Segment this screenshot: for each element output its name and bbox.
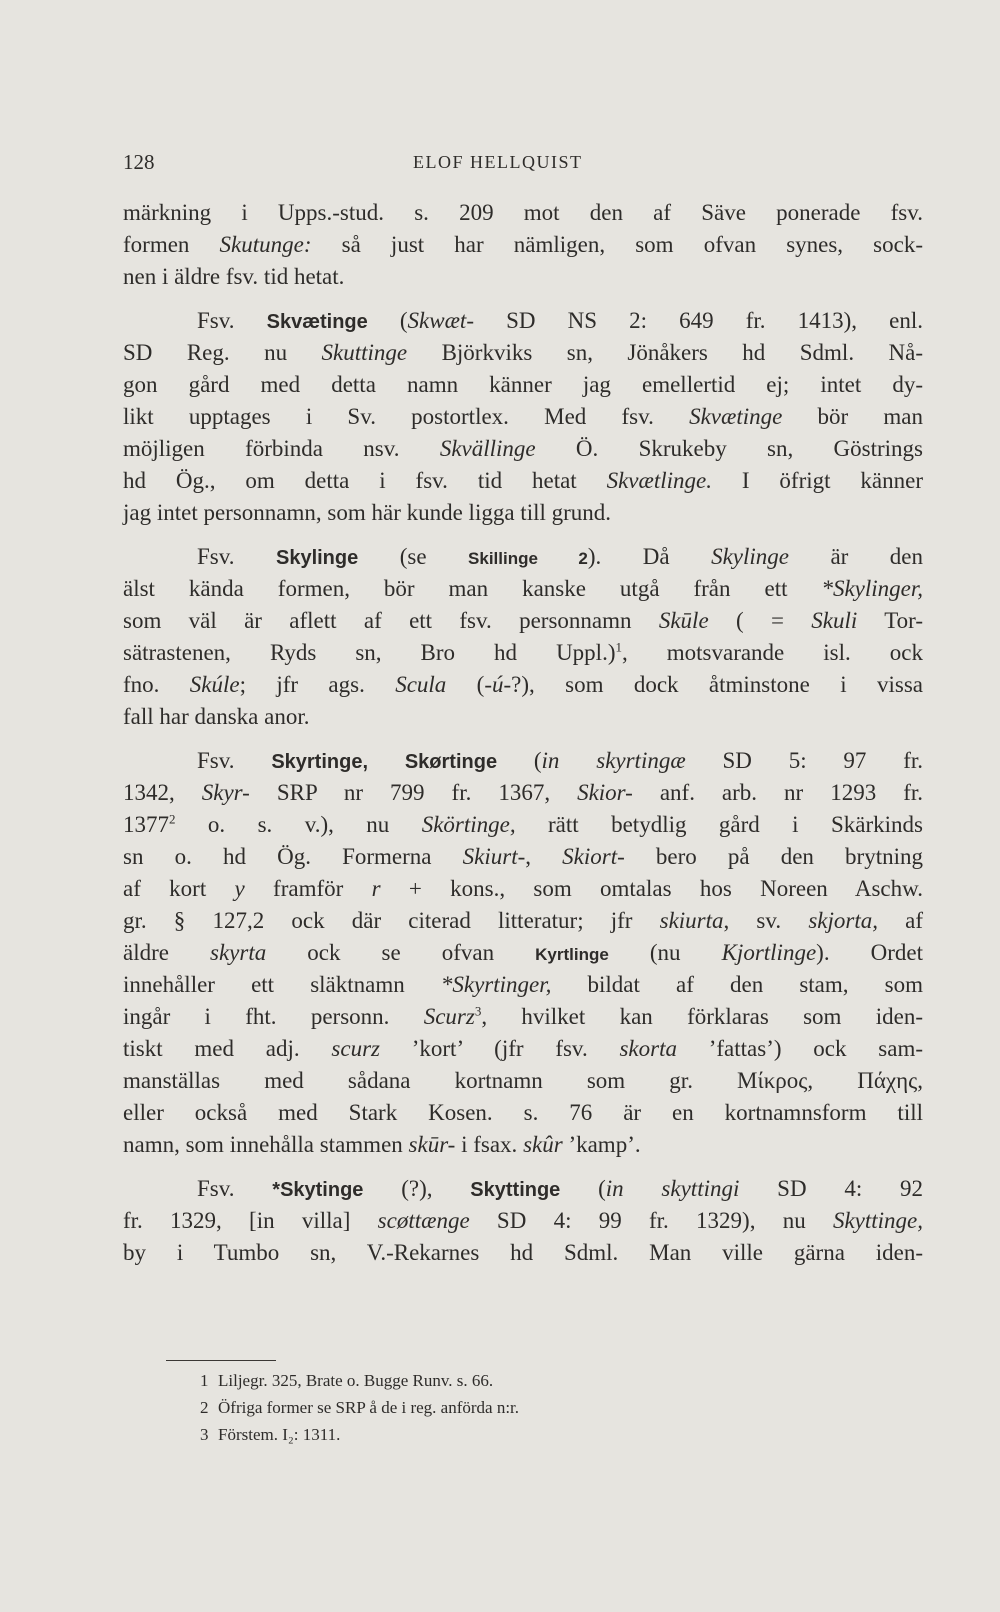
footnote: 3 Förstem. I₂: 1311. xyxy=(200,1425,341,1444)
text-line: gr. § 127,2 ock där citerad litteratur; jfr skiurta, sv. skjorta, af xyxy=(123,908,923,933)
footnote: 1 Liljegr. 325, Brate o. Bugge Runv. s. 66. xyxy=(200,1371,494,1390)
footnote: 2 Öfriga former se SRP å de i reg. anförda n:r. xyxy=(200,1398,520,1417)
body-text xyxy=(123,197,923,1269)
text-line: innehåller ett släktnamn *Skyrtinger, bildat af den stam, som xyxy=(123,972,923,997)
text-line: fall har danska anor. xyxy=(123,704,310,729)
text-line: älst kända formen, bör man kanske utgå från ett *Skylinger, xyxy=(123,576,923,601)
paragraph-1 xyxy=(123,197,923,293)
text-line: sätrastenen, Ryds sn, Bro hd Uppl.)$^1$, motsvarande isl. ock xyxy=(123,639,923,665)
running-title: ELOF HELLQUIST xyxy=(413,152,583,172)
entry-skyrtinge xyxy=(123,745,923,1161)
text-line: sn o. hd Ög. Formerna Skiurt-, Skiort- bero på den brytning xyxy=(123,844,923,869)
text-line: formen Skutunge: så just har nämligen, som ofvan synes, sock- xyxy=(123,232,923,257)
footnote-marker: 1 xyxy=(615,639,622,655)
headword: Skyttinge xyxy=(470,1179,561,1201)
entry-skyttinge xyxy=(123,1173,923,1269)
text-line: märkning i Upps.-stud. s. 209 mot den af Säve ponerade fsv. xyxy=(123,200,923,225)
entry-skylinge xyxy=(123,541,923,733)
text-line: ingår i fht. personn. Scurz$^3$, hvilket kan förklaras som iden- xyxy=(123,1003,924,1029)
cross-reference: Skillinge 2 xyxy=(468,549,588,568)
text-line: fno. Skúle; jfr ags. Scula (-ú-?), som dock åtminstone i vissa xyxy=(123,672,923,697)
entry-skvaetinge xyxy=(123,305,923,529)
footnotes xyxy=(200,1367,760,1448)
text-line: likt upptages i Sv. postortlex. Med fsv. Skvætinge bör man xyxy=(123,404,923,429)
headword: Skørtinge xyxy=(404,751,498,773)
headword: *Skytinge xyxy=(272,1179,364,1201)
headword: Skyrtinge, xyxy=(271,751,369,773)
text-line: Fsv. Skylinge (se Skillinge 2). Då Skylinge är den xyxy=(197,544,924,569)
footnote-marker: 3 xyxy=(474,1003,482,1019)
footnote-rule xyxy=(166,1360,276,1361)
text-line: hd Ög., om detta i fsv. tid hetat Skvætlinge. I öfrigt känner xyxy=(123,468,923,493)
text-line: fr. 1329, [in villa] scøttænge SD 4: 99 fr. 1329), nu Skyttinge, xyxy=(123,1208,924,1233)
text-line: by i Tumbo sn, V.-Rekarnes hd Sdml. Man ville gärna iden- xyxy=(123,1240,923,1265)
cross-reference: Kyrtlinge xyxy=(535,945,609,964)
text-line: tiskt med adj. scurz ’kort’ (jfr fsv. skorta ’fattas’) ock sam- xyxy=(123,1036,923,1061)
text-line: jag intet personnamn, som här kunde ligga till grund. xyxy=(123,500,612,525)
text-line: möjligen förbinda nsv. Skvällinge Ö. Skrukeby sn, Göstrings xyxy=(123,436,923,461)
running-head xyxy=(123,150,643,180)
text-line: namn, som innehålla stammen skūr- i fsax. skûr ’kamp’. xyxy=(123,1132,641,1157)
text-line: 1377$^2$ o. s. v.), nu Skörtinge, rätt betydlig gård i Skärkinds xyxy=(123,811,923,837)
text-line: Fsv. *Skytinge (?), Skyttinge (in skyttingi SD 4: 92 xyxy=(197,1176,924,1201)
text-line: nen i äldre fsv. tid hetat. xyxy=(123,264,345,289)
text-line: som väl är aflett af ett fsv. personnamn Skūle ( = Skuli Tor- xyxy=(123,608,923,633)
text-line: SD Reg. nu Skuttinge Björkviks sn, Jönåkers hd Sdml. Nå- xyxy=(123,340,923,365)
text-line: manställas med sådana kortnamn som gr. Μίκρος, Πάχης, xyxy=(123,1068,923,1093)
headword: Skylinge xyxy=(275,547,359,569)
text-line: gon gård med detta namn känner jag emellertid ej; intet dy- xyxy=(123,372,923,397)
text-line: äldre skyrta ock se ofvan Kyrtlinge (nu Kjortlinge). Ordet xyxy=(123,940,923,965)
text-line: 1342, Skyr- SRP nr 799 fr. 1367, Skior- anf. arb. nr 1293 fr. xyxy=(123,780,923,805)
page-number: 128 xyxy=(123,150,155,174)
text-line: eller också med Stark Kosen. s. 76 är en kortnamnsform till xyxy=(123,1100,923,1125)
text-line: Fsv. Skyrtinge, Skørtinge (in skyrtingæ SD 5: 97 fr. xyxy=(197,748,923,773)
footnote-marker: 2 xyxy=(169,811,176,827)
text-line: af kort y framför r + kons., som omtalas hos Noreen Aschw. xyxy=(123,876,923,901)
headword: Skvætinge xyxy=(266,311,368,333)
text-line: Fsv. Skvætinge (Skwæt- SD NS 2: 649 fr. 1413), enl. xyxy=(197,308,924,333)
